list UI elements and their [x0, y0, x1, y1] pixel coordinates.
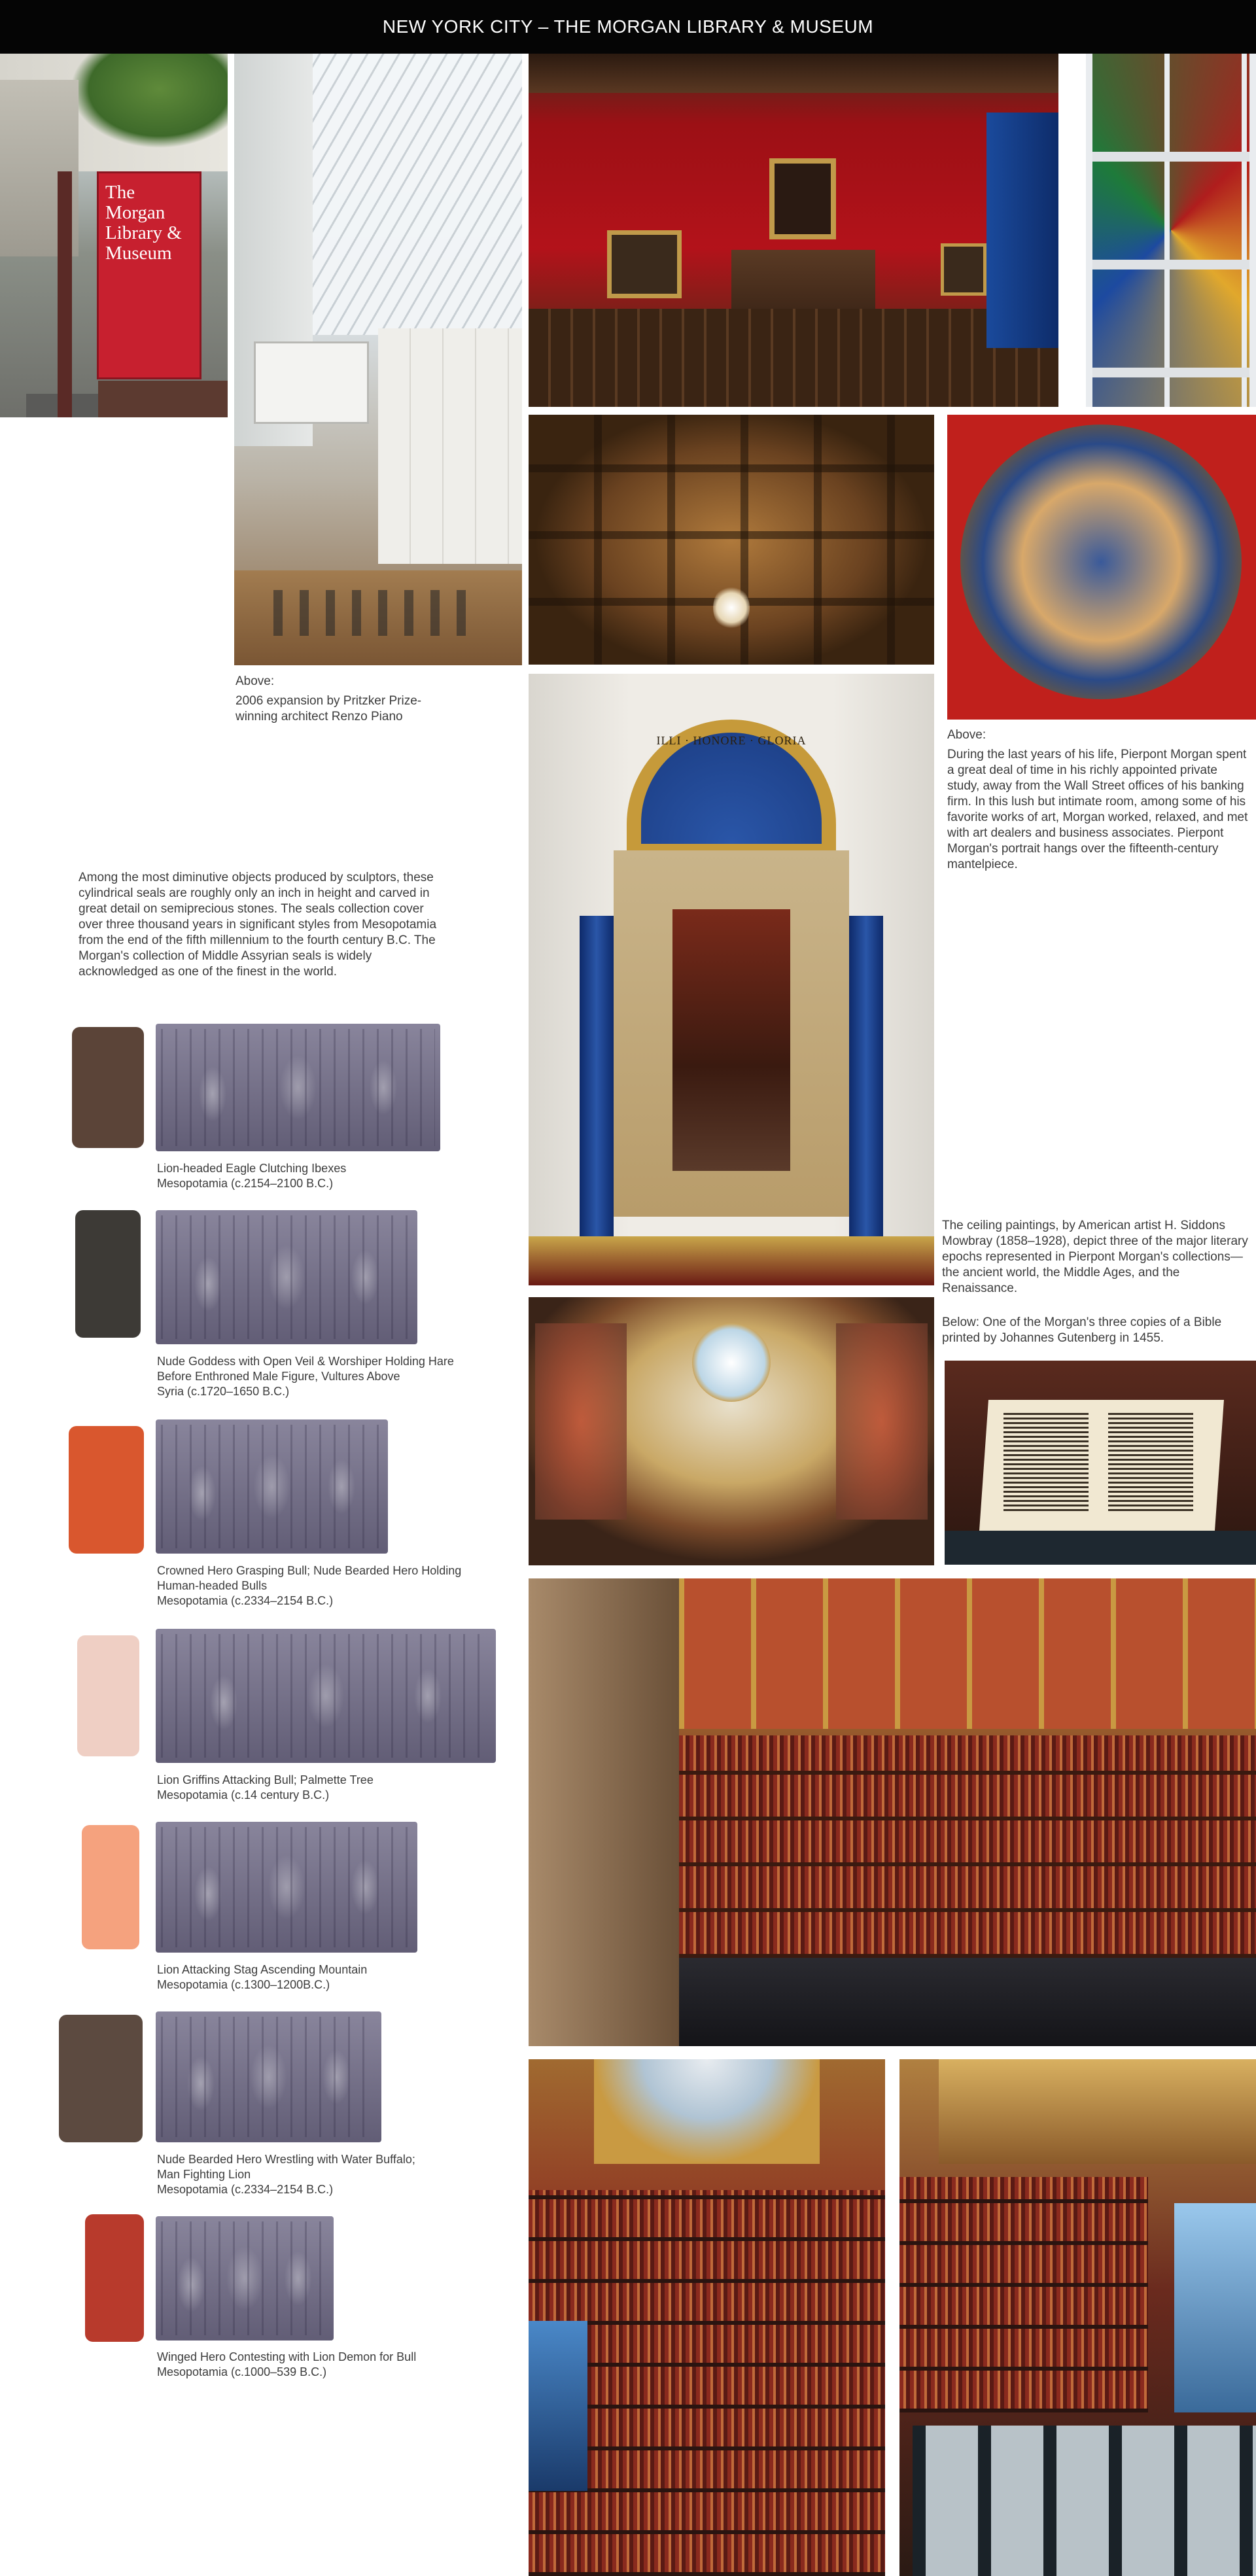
photo-library-corner-left [529, 2059, 885, 2576]
seal-impression [156, 1822, 417, 1953]
photo-morgan-study [529, 54, 1058, 407]
seal-cylinder-stone [72, 1027, 144, 1148]
seal-cylinder-stone [59, 2015, 143, 2142]
seal-cylinder-stone [85, 2214, 144, 2342]
caption-ceiling-paintings: The ceiling paintings, by American artist H. Siddons Mowbray (1858–1928), depict three of the major literary epochs represented in Pierpont Morgan's collections—the ancient world, the Middle Ages, and the Renaissance. [942, 1219, 1248, 1295]
seal-impression [156, 1629, 496, 1763]
caption-study: Above: During the last years of his life, Pierpont Morgan spent a great deal of time in his richly appointed private study, away from the Wall Street offices of his banking firm. In this lush but intimate room, among some of his favorite works of art, Morgan worked, relaxed, and met with art dealers and business associates. Pierpont Morgan's portrait hangs over the fifteenth-century mantelpiece. [947, 728, 1248, 871]
seal-impression [156, 2216, 334, 2341]
seal-impression [156, 1024, 440, 1151]
seal-impression [156, 1419, 388, 1554]
photo-atrium [234, 54, 522, 665]
seal-cylinder-stone [75, 1210, 141, 1338]
photo-wood-ceiling [529, 415, 934, 665]
photo-gutenberg-bible [945, 1361, 1256, 1565]
photo-library-corner-right [899, 2059, 1256, 2576]
photo-rotunda-doorway [529, 674, 934, 1285]
photo-street-sign [0, 54, 228, 417]
caption-gutenberg: Below: One of the Morgan's three copies of a Bible printed by Johannes Gutenberg in 1455. [942, 1315, 1222, 1345]
seal-cylinder-stone [82, 1825, 139, 1949]
page-title: NEW YORK CITY – THE MORGAN LIBRARY & MUSEUM [382, 16, 874, 37]
caption-piano: Above: 2006 expansion by Pritzker Prize-winning architect Renzo Piano [236, 674, 422, 723]
morgan-sign: The Morgan Library & Museum [97, 171, 201, 379]
photo-madonna-tondo [947, 415, 1256, 720]
seal-impression [156, 1210, 417, 1344]
photo-painted-ceiling [529, 1297, 934, 1565]
photo-east-room [529, 1578, 1256, 2046]
caption-seals-intro: Among the most diminutive objects produced by sculptors, these cylindrical seals are roughly only an inch in height and carved in great detail on semiprecious stones. The seals collection cover over three thousand years in significant styles from Mesopotamia from the end of the fifth millennium to the fourth century B.C. The Morgan's collection of Middle Assyrian seals is widely acknowledged as one of the finest in the world. [78, 871, 437, 979]
page-header [0, 0, 1256, 54]
seal-cylinder-stone [77, 1635, 139, 1756]
photo-stained-glass [1086, 54, 1256, 407]
rotunda-inscription: ILLI · HONORE · GLORIA [656, 734, 807, 747]
seal-impression [156, 2011, 381, 2142]
seal-cylinder-stone [69, 1426, 144, 1554]
